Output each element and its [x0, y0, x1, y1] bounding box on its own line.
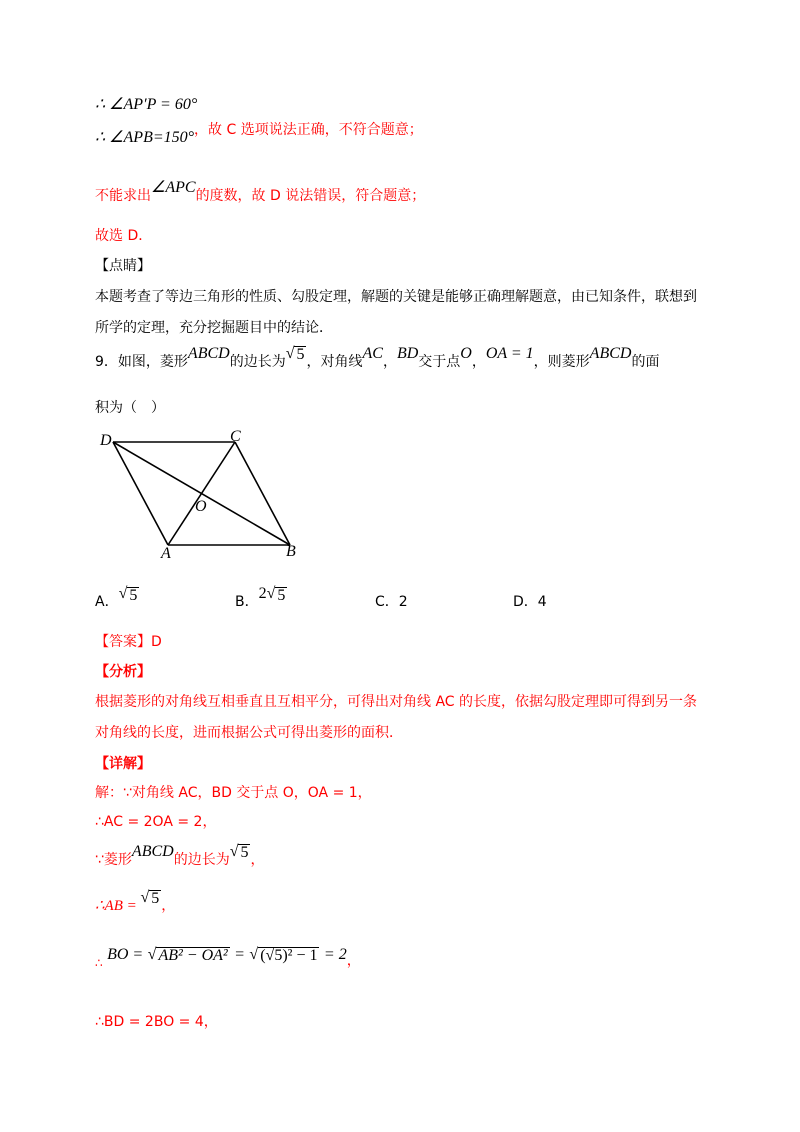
q-sqrt5: √ 5: [285, 345, 305, 363]
angle-apb-expr: ∴ ∠APB=150°: [95, 129, 195, 146]
d3-sqrt5: √ 5: [229, 843, 249, 861]
d5-sqrt-expr: √ AB² − OA²: [147, 946, 228, 964]
detail-line-4: [95, 889, 176, 916]
option-d: D．4: [513, 594, 547, 610]
detail-line-2: ∴AC = 2OA = 2，: [95, 814, 217, 830]
d-option-conclusion: [95, 179, 426, 206]
question-9-line-1: [95, 345, 660, 372]
detail-line-5: [95, 945, 361, 970]
d5-sqrt-big: √ (√5)² − 1: [249, 946, 318, 964]
analysis-line-2: 对角线的长度，进而根据公式可得出菱形的面积．: [95, 725, 403, 741]
q-oa-eq: OA = 1: [485, 345, 534, 362]
q-diag-text: ，对角线: [306, 354, 363, 370]
d5-eq: =: [234, 946, 245, 963]
label-b: B: [286, 543, 296, 560]
d3-pre: ∵菱形: [95, 852, 132, 868]
d4-end: ，: [161, 898, 176, 914]
summary-line-1: 本题考查了等边三角形的性质、勾股定理，解题的关键是能够正确理解题意，由已知条件，联想到: [95, 289, 697, 305]
option-b-sqrt: 2 √ 5: [258, 585, 286, 604]
q-intersect: 交于点: [418, 354, 461, 370]
summary-line-2: 所学的定理，充分挖掘题目中的结论．: [95, 320, 333, 336]
q-bd: BD: [396, 345, 419, 362]
cannot-find-text: 不能求出: [95, 188, 151, 204]
option-a: [95, 585, 139, 612]
analysis-line-1: 根据菱形的对角线互相垂直且互相平分，可得出对角线 AC 的长度，依据勾股定理即可得到另一条: [95, 694, 698, 710]
dianjing-heading: 【点睛】: [95, 258, 151, 274]
question-9-line-2: 积为（ ）: [95, 400, 165, 416]
label-c: C: [230, 428, 241, 445]
c-option-conclusion: ，故 C 选项说法正确，不符合题意；: [194, 122, 423, 138]
detail-line-1: 解：∵对角线 AC，BD 交于点 O，OA = 1，: [95, 785, 372, 801]
answer-line: 【答案】D: [95, 634, 162, 650]
detail-heading: 【详解】: [95, 756, 151, 772]
step-angle-app: ∴ ∠AP′P = 60°: [95, 96, 198, 113]
d-wrong-text: 的度数，故 D 说法错误，符合题意；: [195, 188, 426, 204]
d5-bo: BO =: [107, 946, 144, 963]
option-b-coef: 2: [258, 585, 267, 602]
q-o: O: [460, 345, 472, 362]
d4-sqrt5: √ 5: [140, 889, 160, 907]
step-angle-apb: [95, 122, 423, 148]
option-b: [235, 585, 287, 612]
q-abcd: ABCD: [187, 345, 230, 362]
d3-mid: 的边长为: [173, 852, 230, 868]
d3-end: ，: [250, 852, 265, 868]
q-then: ，则菱形: [533, 354, 590, 370]
diagonal-ac: [168, 442, 235, 545]
label-d: D: [100, 432, 112, 449]
rhombus-figure: [95, 425, 310, 565]
q-ac: AC: [362, 345, 383, 362]
q-comma: ，: [382, 354, 397, 370]
analysis-heading: 【分析】: [95, 664, 151, 680]
option-b-label: B．: [235, 594, 259, 610]
choose-d: 故选 D．: [95, 228, 153, 244]
q-abcd-2: ABCD: [589, 345, 632, 362]
option-a-sqrt: √ 5: [118, 585, 138, 604]
q-mian: 的面: [631, 354, 660, 370]
d5-end: ，: [346, 953, 361, 969]
d5-therefore: ∴: [95, 956, 103, 970]
label-o: O: [195, 498, 207, 515]
d4-pre: ∴AB =: [95, 898, 141, 914]
q-side-text: 的边长为: [229, 354, 286, 370]
option-c: C．2: [375, 594, 408, 610]
angle-apc-expr: ∠APC: [151, 179, 196, 196]
label-a: A: [161, 545, 171, 562]
option-a-label: A．: [95, 594, 119, 610]
d5-res: = 2: [323, 946, 347, 963]
detail-line-6: ∴BD = 2BO = 4，: [95, 1014, 218, 1030]
d3-abcd: ABCD: [131, 843, 174, 860]
detail-line-3: [95, 843, 265, 870]
q-number: 9．如图，菱形: [95, 354, 188, 370]
q-comma-2: ，: [471, 354, 486, 370]
